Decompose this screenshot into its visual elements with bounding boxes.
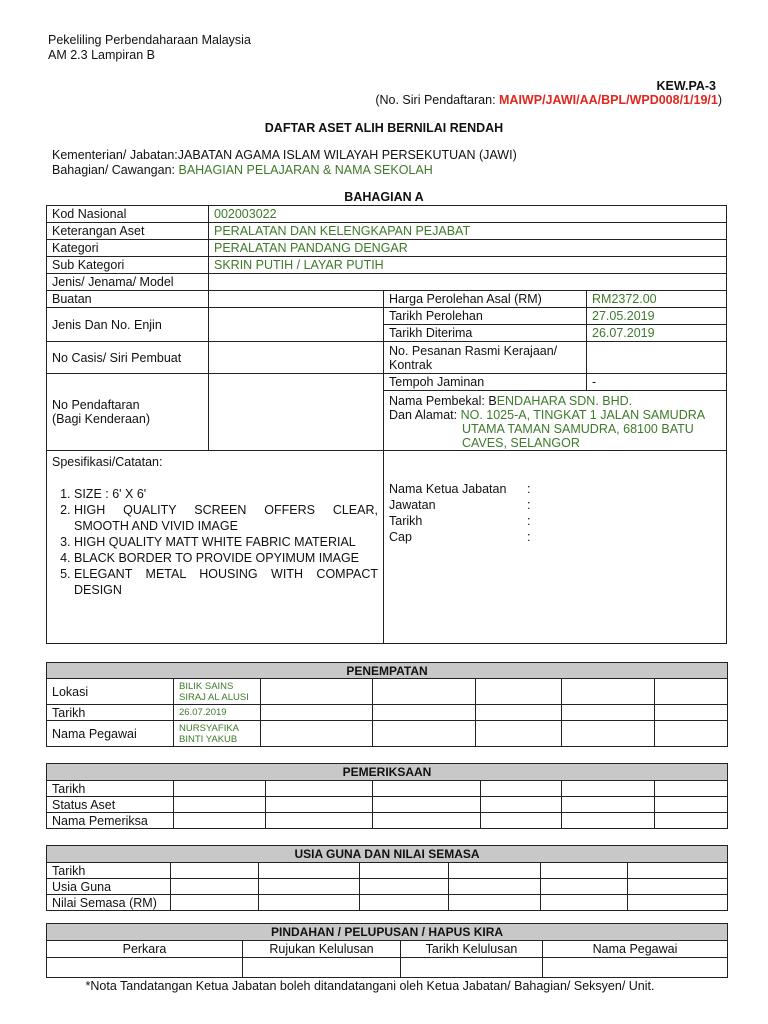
penempatan-tarikh-label: Tarikh bbox=[47, 705, 174, 721]
pegawai-value-2: BINTI YAKUB bbox=[179, 733, 238, 745]
keterangan-label: Keterangan Aset bbox=[47, 223, 209, 240]
harga-label: Harga Perolehan Asal (RM) bbox=[384, 291, 587, 308]
usia-row-label: Usia Guna bbox=[47, 879, 171, 895]
pindahan-col-header: Nama Pegawai bbox=[543, 941, 728, 958]
spesifikasi-cell bbox=[47, 451, 384, 644]
page-title: DAFTAR ASET ALIH BERNILAI RENDAH bbox=[264, 121, 504, 135]
division-value: BAHAGIAN PELAJARAN & NAMA SEKOLAH bbox=[178, 163, 433, 177]
form-code: KEW.PA-3 bbox=[656, 79, 716, 93]
pembekal-label: Nama Pembekal: B bbox=[389, 394, 497, 408]
keterangan-value: PERALATAN DAN KELENGKAPAN PEJABAT bbox=[209, 223, 727, 240]
pembekal-value: ENDAHARA SDN. BHD. bbox=[496, 394, 633, 408]
footnote: *Nota Tandatangan Ketua Jabatan boleh ditandatangani oleh Ketua Jabatan/ Bahagian/ Seksyen/ Unit. bbox=[85, 979, 655, 993]
serial-prefix: (No. Siri Pendaftaran: bbox=[375, 93, 500, 107]
pendaftaran-line-1: No Pendaftaran bbox=[52, 398, 140, 412]
tempoh-value: - bbox=[587, 374, 727, 391]
enjin-value bbox=[209, 308, 384, 342]
lokasi-value bbox=[174, 679, 261, 705]
pindahan-col-header: Tarikh Kelulusan bbox=[401, 941, 543, 958]
ministry-label: Kementerian/ Jabatan: bbox=[52, 148, 178, 162]
pemeriksaan-table bbox=[46, 763, 728, 829]
alamat-line bbox=[389, 408, 721, 422]
sub-kategori-value: SKRIN PUTIH / LAYAR PUTIH bbox=[209, 257, 727, 274]
pemeriksaan-row-label: Tarikh bbox=[47, 781, 174, 797]
serial-number-line bbox=[375, 93, 722, 107]
pindahan-title: PINDAHAN / PELUPUSAN / HAPUS KIRA bbox=[47, 924, 728, 941]
circular-reference bbox=[48, 33, 251, 63]
pegawai-label: Nama Pegawai bbox=[47, 721, 174, 747]
tarikh-diterima-value: 26.07.2019 bbox=[587, 325, 727, 342]
ketua-block bbox=[389, 481, 721, 545]
spesifikasi-list bbox=[52, 486, 378, 598]
kategori-label: Kategori bbox=[47, 240, 209, 257]
usia-title: USIA GUNA DAN NILAI SEMASA bbox=[47, 846, 728, 863]
section-a-title: BAHAGIAN A bbox=[344, 190, 424, 204]
tarikh-label: Tarikh bbox=[389, 514, 423, 528]
casis-label: No Casis/ Siri Pembuat bbox=[47, 342, 209, 374]
pindahan-col-header: Perkara bbox=[47, 941, 243, 958]
usia-table bbox=[46, 845, 728, 911]
pegawai-value-1: NURSYAFIKA bbox=[179, 722, 240, 734]
pesanan-value bbox=[587, 342, 727, 374]
pindahan-col-header: Rujukan Kelulusan bbox=[243, 941, 401, 958]
alamat-value-1: NO. 1025-A, TINGKAT 1 JALAN SAMUDRA bbox=[460, 408, 706, 422]
kategori-value: PERALATAN PANDANG DENGAR bbox=[209, 240, 727, 257]
cap-colon: : bbox=[527, 530, 531, 544]
pembekal-cell bbox=[384, 391, 727, 451]
sub-kategori-label: Sub Kategori bbox=[47, 257, 209, 274]
pendaftaran-line-2: (Bagi Kenderaan) bbox=[52, 412, 150, 426]
pemeriksaan-title: PEMERIKSAAN bbox=[47, 764, 728, 781]
jawatan-label: Jawatan bbox=[389, 498, 436, 512]
pemeriksaan-row-label: Nama Pemeriksa bbox=[47, 813, 174, 829]
jenis-label: Jenis/ Jenama/ Model bbox=[47, 274, 209, 291]
jawatan-colon: : bbox=[527, 498, 531, 512]
tarikh-diterima-label: Tarikh Diterima bbox=[384, 325, 587, 342]
circular-line-2: AM 2.3 Lampiran B bbox=[48, 48, 155, 62]
harga-value: RM2372.00 bbox=[587, 291, 727, 308]
kod-nasional-label: Kod Nasional bbox=[47, 206, 209, 223]
cap-label: Cap bbox=[389, 530, 412, 544]
lokasi-value-1: BILIK SAINS bbox=[179, 680, 234, 692]
asset-info-table bbox=[46, 205, 727, 644]
alamat-value-3: CAVES, SELANGOR bbox=[462, 436, 580, 450]
division-line bbox=[52, 163, 517, 178]
jenis-value bbox=[209, 274, 727, 291]
penempatan-tarikh-value: 26.07.2019 bbox=[174, 705, 261, 721]
ministry-line bbox=[52, 148, 517, 163]
spesifikasi-label: Spesifikasi/Catatan: bbox=[52, 455, 163, 469]
tarikh-perolehan-label: Tarikh Perolehan bbox=[384, 308, 587, 325]
pesanan-label: No. Pesanan Rasmi Kerajaan/ Kontrak bbox=[384, 342, 587, 374]
alamat-label: Dan Alamat: bbox=[389, 408, 461, 422]
pegawai-value bbox=[174, 721, 261, 747]
pendaftaran-value bbox=[209, 374, 384, 451]
spesifikasi-item: 4. BLACK BORDER TO PROVIDE OPYIMUM IMAGE bbox=[74, 550, 378, 566]
pindahan-table bbox=[46, 923, 728, 978]
usia-row-label: Nilai Semasa (RM) bbox=[47, 895, 171, 911]
enjin-label: Jenis Dan No. Enjin bbox=[47, 308, 209, 342]
pemeriksaan-row-label: Status Aset bbox=[47, 797, 174, 813]
alamat-value-2: UTAMA TAMAN SAMUDRA, 68100 BATU bbox=[462, 422, 694, 436]
spesifikasi-item: 3. HIGH QUALITY MATT WHITE FABRIC MATERIAL bbox=[74, 534, 378, 550]
division-label: Bahagian/ Cawangan: bbox=[52, 163, 179, 177]
spesifikasi-item: 2. HIGH QUALITY SCREEN OFFERS CLEAR, SMOOTH AND VIVID IMAGE bbox=[74, 502, 378, 534]
lokasi-value-2: SIRAJ AL ALUSI bbox=[179, 691, 249, 703]
serial-value: MAIWP/JAWI/AA/BPL/WPD008/1/19/1 bbox=[499, 93, 718, 107]
pendaftaran-label bbox=[47, 374, 209, 451]
usia-row-label: Tarikh bbox=[47, 863, 171, 879]
tempoh-label: Tempoh Jaminan bbox=[384, 374, 587, 391]
lokasi-label: Lokasi bbox=[47, 679, 174, 705]
ministry-block bbox=[52, 148, 517, 178]
circular-line-1: Pekeliling Perbendaharaan Malaysia bbox=[48, 33, 251, 47]
penempatan-title: PENEMPATAN bbox=[47, 663, 728, 679]
buatan-label: Buatan bbox=[47, 291, 209, 308]
casis-value bbox=[209, 342, 384, 374]
ketua-label: Nama Ketua Jabatan bbox=[389, 482, 507, 496]
spesifikasi-item: 5. ELEGANT METAL HOUSING WITH COMPACT DESIGN bbox=[74, 566, 378, 598]
kod-nasional-value: 002003022 bbox=[209, 206, 727, 223]
spesifikasi-item: 1. SIZE : 6' X 6' bbox=[74, 486, 378, 502]
tarikh-colon: : bbox=[527, 514, 531, 528]
tarikh-perolehan-value: 27.05.2019 bbox=[587, 308, 727, 325]
ketua-colon: : bbox=[527, 482, 531, 496]
buatan-value bbox=[209, 291, 384, 308]
penempatan-table bbox=[46, 662, 728, 747]
ketua-cell bbox=[384, 451, 727, 644]
pembekal-line bbox=[389, 394, 721, 408]
serial-suffix: ) bbox=[717, 93, 722, 107]
ministry-value: JABATAN AGAMA ISLAM WILAYAH PERSEKUTUAN (JAWI) bbox=[177, 148, 517, 162]
